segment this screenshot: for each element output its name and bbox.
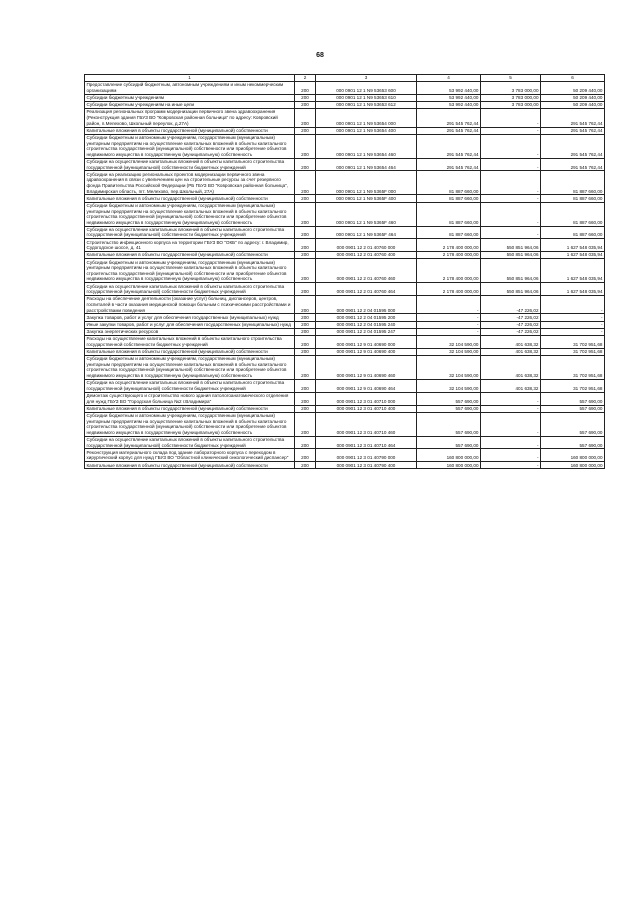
row-approved-amount: 32 104 590,00 (417, 379, 481, 392)
row-approved-amount: 32 104 590,00 (417, 348, 481, 355)
row-code: 200 (295, 109, 316, 127)
row-classification-code: 000 0901 12 2 04 01595 200 (316, 314, 417, 321)
row-executed-amount: - (481, 449, 541, 462)
row-classification-code: 000 0901 12 3 01 40710 464 (316, 436, 417, 449)
row-classification-code: 000 0901 12 1 N9 5365F 000 (316, 171, 417, 195)
row-code: 200 (295, 252, 316, 259)
row-executed-amount: - (481, 171, 541, 195)
row-approved-amount: 81 887 660,00 (417, 202, 481, 226)
row-remaining-amount: 31 702 951,68 (541, 336, 605, 349)
column-header: 1 (85, 75, 295, 82)
row-classification-code: 000 0901 12 3 01 40790 000 (316, 449, 417, 462)
row-code: 200 (295, 134, 316, 158)
table-row (85, 328, 605, 335)
budget-table (84, 74, 605, 469)
row-remaining-amount: 1 627 548 035,94 (541, 283, 605, 296)
row-approved-amount: 2 178 400 000,00 (417, 283, 481, 296)
row-code: 200 (295, 348, 316, 355)
row-approved-amount: - (417, 314, 481, 321)
row-description: Закупка энергетических ресурсов (85, 328, 295, 335)
row-code: 200 (295, 283, 316, 296)
row-executed-amount: - (481, 158, 541, 171)
row-executed-amount: -47 226,02 (481, 296, 541, 314)
table-row (85, 82, 605, 95)
row-executed-amount: 3 783 000,00 (481, 101, 541, 108)
table-body (85, 82, 605, 469)
row-remaining-amount: - (541, 321, 605, 328)
row-remaining-amount: 291 545 762,44 (541, 134, 605, 158)
table-row (85, 392, 605, 405)
row-code: 200 (295, 321, 316, 328)
row-description: Субсидии на осуществление капитальных вложений в объекты капитального строительства государственной (муниципальной) собственности бюджетных учреждений (85, 226, 295, 239)
row-description: Субсидии бюджетным и автономным учреждениям, государственным (муниципальным) унитарным предприятиям на осуществление капитальных вложений в объекты капитального строительства государственной (муниципальной) собственности или приобретение объектов недвижимого имущества в государственную (муниципальную) собственность (85, 356, 295, 380)
table-row (85, 259, 605, 283)
row-approved-amount: 81 887 660,00 (417, 226, 481, 239)
table-row (85, 127, 605, 134)
row-approved-amount: - (417, 296, 481, 314)
row-executed-amount: 401 638,32 (481, 348, 541, 355)
row-code: 200 (295, 379, 316, 392)
row-description: Реализация региональных программ модернизации первичного звена здравоохранения (Реконструкция здания ГБУЗ ВО "Ковровская районная больница" по адресу: Ковровский район, п.Мелехово, Школьный переулок, д.27А) (85, 109, 295, 127)
row-code: 200 (295, 239, 316, 252)
row-code: 200 (295, 195, 316, 202)
row-classification-code: 000 0901 12 1 N9 53654 000 (316, 109, 417, 127)
row-remaining-amount: 160 800 000,00 (541, 449, 605, 462)
row-approved-amount: 557 690,00 (417, 405, 481, 412)
row-remaining-amount: 50 209 440,00 (541, 94, 605, 101)
table-row (85, 195, 605, 202)
table-row (85, 296, 605, 314)
row-classification-code: 000 0901 12 2 01 40760 464 (316, 283, 417, 296)
table-row (85, 356, 605, 380)
row-approved-amount: 291 545 762,44 (417, 127, 481, 134)
row-description: Субсидии бюджетным и автономным учреждениям, государственным (муниципальным) унитарным предприятиям на осуществление капитальных вложений в объекты капитального строительства государственной (муниципальной) собственности или приобретение объектов недвижимого имущества в государственную (муниципальную) собственность (85, 412, 295, 436)
row-classification-code: 000 0901 12 1 N9 53653 600 (316, 82, 417, 95)
row-classification-code: 000 0901 12 3 01 40710 000 (316, 392, 417, 405)
row-approved-amount: 160 800 000,00 (417, 462, 481, 469)
row-approved-amount: 53 992 440,00 (417, 101, 481, 108)
row-executed-amount: -47 226,02 (481, 321, 541, 328)
table-row (85, 226, 605, 239)
row-classification-code: 000 0901 12 1 N9 5365F 460 (316, 202, 417, 226)
table-row (85, 336, 605, 349)
row-description: Субсидии на осуществление капитальных вложений в объекты капитального строительства государственной (муниципальной) собственности бюджетных учреждений (85, 436, 295, 449)
table-row (85, 321, 605, 328)
row-executed-amount: - (481, 462, 541, 469)
row-code: 200 (295, 94, 316, 101)
row-approved-amount: 81 887 660,00 (417, 171, 481, 195)
row-code: 200 (295, 356, 316, 380)
row-approved-amount: - (417, 328, 481, 335)
row-description: Иные закупки товаров, работ и услуг для обеспечения государственных (муниципальных) нужд (85, 321, 295, 328)
table-row (85, 239, 605, 252)
row-executed-amount: - (481, 195, 541, 202)
row-executed-amount: - (481, 134, 541, 158)
row-classification-code: 000 0901 12 1 N9 53653 612 (316, 101, 417, 108)
row-executed-amount: 3 783 000,00 (481, 82, 541, 95)
row-code: 200 (295, 202, 316, 226)
row-executed-amount: 3 783 000,00 (481, 94, 541, 101)
row-classification-code: 000 0901 12 1 N9 53654 464 (316, 158, 417, 171)
row-classification-code: 000 0901 12 1 N9 5365F 464 (316, 226, 417, 239)
row-description: Субсидии на осуществление капитальных вложений в объекты капитального строительства государственной (муниципальной) собственности бюджетных учреждений (85, 283, 295, 296)
row-code: 200 (295, 405, 316, 412)
page-number: 68 (316, 52, 324, 59)
row-code: 200 (295, 328, 316, 335)
row-approved-amount: 2 178 400 000,00 (417, 252, 481, 259)
row-remaining-amount: 31 702 951,68 (541, 379, 605, 392)
row-approved-amount: 53 992 440,00 (417, 94, 481, 101)
table-row (85, 252, 605, 259)
row-description: Строительство инфекционного корпуса на территории ГБУЗ ВО "ОКБ" по адресу: г. Владимир, Судогодское шоссе, д. 41 (85, 239, 295, 252)
row-code: 200 (295, 336, 316, 349)
row-remaining-amount: 81 887 660,00 (541, 226, 605, 239)
table-row (85, 134, 605, 158)
row-remaining-amount: 1 627 548 035,94 (541, 252, 605, 259)
row-executed-amount: - (481, 202, 541, 226)
row-approved-amount: 2 178 400 000,00 (417, 239, 481, 252)
row-approved-amount: 32 104 590,00 (417, 336, 481, 349)
table-row (85, 171, 605, 195)
row-executed-amount: -47 226,02 (481, 314, 541, 321)
table-row (85, 314, 605, 321)
table-row (85, 283, 605, 296)
row-description: Капитальные вложения в объекты государственной (муниципальной) собственности (85, 462, 295, 469)
row-executed-amount: -47 226,02 (481, 328, 541, 335)
row-code: 200 (295, 412, 316, 436)
column-header: 5 (481, 75, 541, 82)
row-remaining-amount: - (541, 314, 605, 321)
row-description: Субсидии бюджетным и автономным учреждениям, государственным (муниципальным) унитарным предприятиям на осуществление капитальных вложений в объекты капитального строительства государственной (муниципальной) собственности или приобретение объектов недвижимого имущества в государственную (муниципальную) собственность (85, 134, 295, 158)
column-header: 4 (417, 75, 481, 82)
row-remaining-amount: 81 887 660,00 (541, 202, 605, 226)
row-code: 200 (295, 259, 316, 283)
row-classification-code: 000 0901 12 9 01 40690 000 (316, 336, 417, 349)
row-description: Предоставление субсидий бюджетным, автономным учреждениям и иным некоммерческим организациям (85, 82, 295, 95)
row-description: Капитальные вложения в объекты государственной (муниципальной) собственности (85, 348, 295, 355)
row-remaining-amount: 81 887 660,00 (541, 195, 605, 202)
row-description: Субсидии на осуществление капитальных вложений в объекты капитального строительства государственной (муниципальной) собственности бюджетных учреждений (85, 158, 295, 171)
table-row (85, 202, 605, 226)
row-remaining-amount: 291 545 762,44 (541, 158, 605, 171)
row-classification-code: 000 0901 12 9 01 40690 400 (316, 348, 417, 355)
row-description: Субсидии на осуществление капитальных вложений в объекты капитального строительства государственной (муниципальной) собственности бюджетных учреждений (85, 379, 295, 392)
row-code: 200 (295, 462, 316, 469)
row-classification-code: 000 0901 12 1 N9 53654 460 (316, 134, 417, 158)
row-description: Капитальные вложения в объекты государственной (муниципальной) собственности (85, 252, 295, 259)
row-executed-amount: - (481, 226, 541, 239)
table-row (85, 405, 605, 412)
column-header: 2 (295, 75, 316, 82)
row-approved-amount: 160 800 000,00 (417, 449, 481, 462)
row-code: 200 (295, 314, 316, 321)
row-classification-code: 000 0901 12 3 01 40710 400 (316, 405, 417, 412)
row-description: Субсидии бюджетным и автономным учреждениям, государственным (муниципальным) унитарным предприятиям на осуществление капитальных вложений в объекты капитального строительства государственной (муниципальной) собственности или приобретение объектов недвижимого имущества в государственную (муниципальную) собственность (85, 259, 295, 283)
row-approved-amount: 53 992 440,00 (417, 82, 481, 95)
table-header-row (85, 75, 605, 82)
row-code: 200 (295, 127, 316, 134)
row-remaining-amount: 81 887 660,00 (541, 171, 605, 195)
table-row (85, 412, 605, 436)
row-classification-code: 000 0901 12 2 01 40760 000 (316, 239, 417, 252)
row-remaining-amount: 557 690,00 (541, 412, 605, 436)
row-classification-code: 000 0901 12 3 01 40710 460 (316, 412, 417, 436)
table-row (85, 348, 605, 355)
row-approved-amount: 2 178 400 000,00 (417, 259, 481, 283)
row-description: Капитальные вложения в объекты государственной (муниципальной) собственности (85, 195, 295, 202)
row-remaining-amount: - (541, 328, 605, 335)
row-classification-code: 000 0901 12 2 04 01595 000 (316, 296, 417, 314)
row-remaining-amount: 557 690,00 (541, 392, 605, 405)
row-executed-amount: 401 638,32 (481, 336, 541, 349)
column-header: 3 (316, 75, 417, 82)
row-remaining-amount: 291 545 762,44 (541, 109, 605, 127)
row-executed-amount: - (481, 405, 541, 412)
row-approved-amount: - (417, 321, 481, 328)
row-classification-code: 000 0901 12 2 01 40760 460 (316, 259, 417, 283)
row-classification-code: 000 0901 12 1 N9 5365F 400 (316, 195, 417, 202)
row-description: Субсидии бюджетным учреждениям (85, 94, 295, 101)
row-classification-code: 000 0901 12 3 01 40790 400 (316, 462, 417, 469)
row-classification-code: 000 0901 12 9 01 40690 460 (316, 356, 417, 380)
row-remaining-amount: 50 209 440,00 (541, 101, 605, 108)
row-code: 200 (295, 82, 316, 95)
row-executed-amount: - (481, 109, 541, 127)
table-row (85, 379, 605, 392)
table-row (85, 462, 605, 469)
row-code: 200 (295, 226, 316, 239)
column-header: 6 (541, 75, 605, 82)
row-approved-amount: 291 545 762,44 (417, 134, 481, 158)
row-classification-code: 000 0901 12 2 01 40760 400 (316, 252, 417, 259)
table-row (85, 436, 605, 449)
table-row (85, 449, 605, 462)
row-code: 200 (295, 101, 316, 108)
row-remaining-amount: 160 800 000,00 (541, 462, 605, 469)
row-executed-amount: - (481, 412, 541, 436)
row-executed-amount: 550 851 964,06 (481, 283, 541, 296)
row-description: Капитальные вложения в объекты государственной (муниципальной) собственности (85, 127, 295, 134)
row-remaining-amount: 31 702 951,68 (541, 356, 605, 380)
row-executed-amount: 401 638,32 (481, 356, 541, 380)
row-executed-amount: 550 851 964,06 (481, 259, 541, 283)
table-row (85, 94, 605, 101)
row-executed-amount: - (481, 127, 541, 134)
row-remaining-amount: 50 209 440,00 (541, 82, 605, 95)
row-description: Субсидии бюджетным и автономным учреждениям, государственным (муниципальным) унитарным предприятиям на осуществление капитальных вложений в объекты капитального строительства государственной (муниципальной) собственности или приобретение объектов недвижимого имущества в государственную (муниципальную) собственность (85, 202, 295, 226)
row-description: Капитальные вложения в объекты государственной (муниципальной) собственности (85, 405, 295, 412)
row-remaining-amount: 31 702 951,68 (541, 348, 605, 355)
row-executed-amount: 550 851 964,06 (481, 239, 541, 252)
row-approved-amount: 557 690,00 (417, 392, 481, 405)
row-remaining-amount: 291 545 762,44 (541, 127, 605, 134)
row-approved-amount: 557 690,00 (417, 436, 481, 449)
row-remaining-amount: 557 690,00 (541, 405, 605, 412)
row-executed-amount: 550 851 964,06 (481, 252, 541, 259)
row-approved-amount: 81 887 660,00 (417, 195, 481, 202)
row-code: 200 (295, 171, 316, 195)
row-classification-code: 000 0901 12 1 N9 53653 610 (316, 94, 417, 101)
row-classification-code: 000 0901 12 1 N9 53654 400 (316, 127, 417, 134)
table-row (85, 158, 605, 171)
row-code: 200 (295, 449, 316, 462)
row-description: Закупка товаров, работ и услуг для обеспечения государственных (муниципальных) нужд (85, 314, 295, 321)
row-code: 200 (295, 436, 316, 449)
row-executed-amount: - (481, 436, 541, 449)
row-remaining-amount: 1 627 548 035,94 (541, 239, 605, 252)
table-row (85, 109, 605, 127)
row-remaining-amount: 1 627 548 035,94 (541, 259, 605, 283)
row-description: Реконструкция материального склада под здание лабораторного корпуса с переходом в хирургический корпус для нужд ГБУЗ ВО "Областной клинический онкологический диспансер" (85, 449, 295, 462)
row-classification-code: 000 0901 12 9 01 40690 464 (316, 379, 417, 392)
row-description: Расходы на осуществление капитальных вложений в объекты капитального строительства государственной собственности бюджетных учреждений (85, 336, 295, 349)
row-approved-amount: 291 545 762,44 (417, 158, 481, 171)
row-executed-amount: - (481, 392, 541, 405)
row-description: Субсидии на реализацию региональных проектов модернизации первичного звена здравоохранения в связи с увеличением цен на строительные ресурсы за счет резервного фонда Правительства Российской Федерации (РБ ГБУЗ ВО "Ковровская районная больница", Владимирская область, пгт. Мелехово, пер.Школьный, 27А) (85, 171, 295, 195)
row-approved-amount: 557 690,00 (417, 412, 481, 436)
table-row (85, 101, 605, 108)
row-description: Субсидии бюджетным учреждениям на иные цели (85, 101, 295, 108)
row-remaining-amount: - (541, 296, 605, 314)
row-code: 200 (295, 296, 316, 314)
row-code: 200 (295, 158, 316, 171)
row-code: 200 (295, 392, 316, 405)
row-classification-code: 000 0901 12 2 04 01595 240 (316, 321, 417, 328)
row-executed-amount: 401 638,32 (481, 379, 541, 392)
row-classification-code: 000 0901 12 2 04 01595 247 (316, 328, 417, 335)
row-approved-amount: 32 104 590,00 (417, 356, 481, 380)
row-description: Демонтаж существующего и строительство нового здания патологоанатомического отделения для нужд ГБУЗ ВО "Городская больница №2 г.Владимира" (85, 392, 295, 405)
row-remaining-amount: 557 690,00 (541, 436, 605, 449)
row-approved-amount: 291 545 762,44 (417, 109, 481, 127)
row-description: Расходы на обеспечение деятельности (оказание услуг) больниц, диспансеров, центров, госпиталей в части оказания медицинской помощи больным с психическими расстройствами и расстройствами поведения (85, 296, 295, 314)
